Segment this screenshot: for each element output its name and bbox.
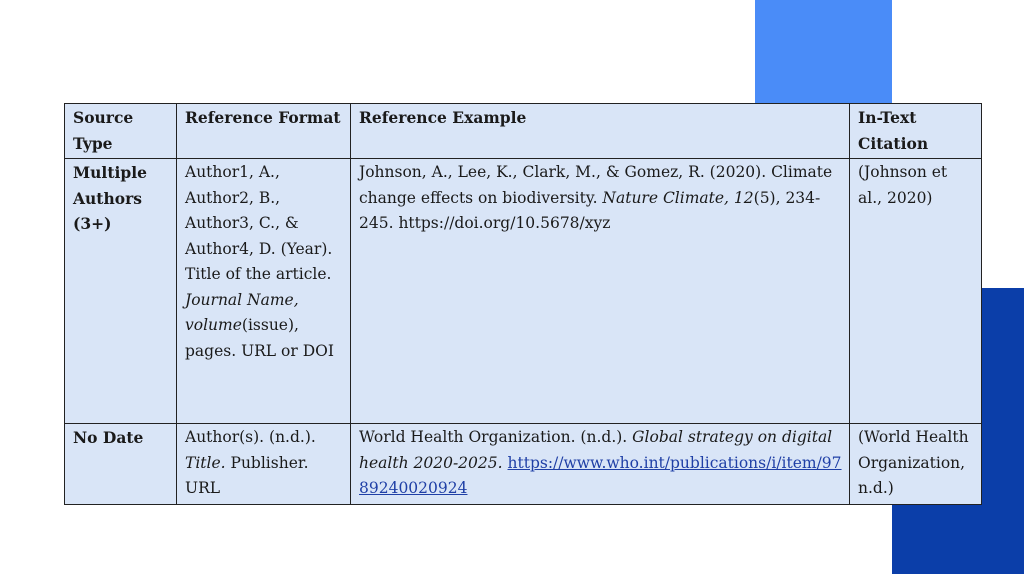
source-type-cell: Multiple Authors (3+) [65,159,177,424]
reference-format-cell [177,424,351,505]
example-tail: (5), 234-245. https://doi.org/10.5678/xyz [359,188,821,232]
reference-format-cell [177,159,351,424]
example-text: Johnson, A., Lee, K., Clark, M., & Gomez, R. (2020). Climate change effects on biodiversity. [359,163,833,207]
format-text: Author(s). (n.d.). [185,428,316,446]
example-url-link[interactable]: https://www.who.int/publications/i/item/9789240020924 [359,453,842,497]
decorative-light-blue-block [755,0,892,104]
reference-example-cell [351,424,850,505]
format-text: Author1, A., Author2, B., Author3, C., & Author4, D. (Year). Title of the article. [185,163,333,283]
header-reference-format: Reference Format [177,104,351,159]
format-title-italic: Title. [185,453,226,472]
example-text: World Health Organization. (n.d.). [359,428,633,446]
example-title-italic: Global strategy on digital health 2020-2025. [359,428,833,472]
reference-example-cell [351,159,850,424]
table-header-row [65,104,982,159]
format-tail: (issue), pages. URL or DOI [185,316,334,360]
format-journal-italic: Journal Name, volume [185,290,299,334]
example-journal-italic: Nature Climate, 12 [602,188,754,207]
in-text-citation-cell: (World Health Organization, n.d.) [850,424,982,505]
header-reference-example: Reference Example [351,104,850,159]
reference-table [64,103,982,505]
header-source-type: Source Type [65,104,177,159]
source-type-cell: No Date [65,424,177,505]
in-text-citation-cell: (Johnson et al., 2020) [850,159,982,424]
table-row [65,159,982,424]
header-in-text-citation: In-Text Citation [850,104,982,159]
table-row [65,424,982,505]
format-tail: Publisher. URL [185,453,309,497]
